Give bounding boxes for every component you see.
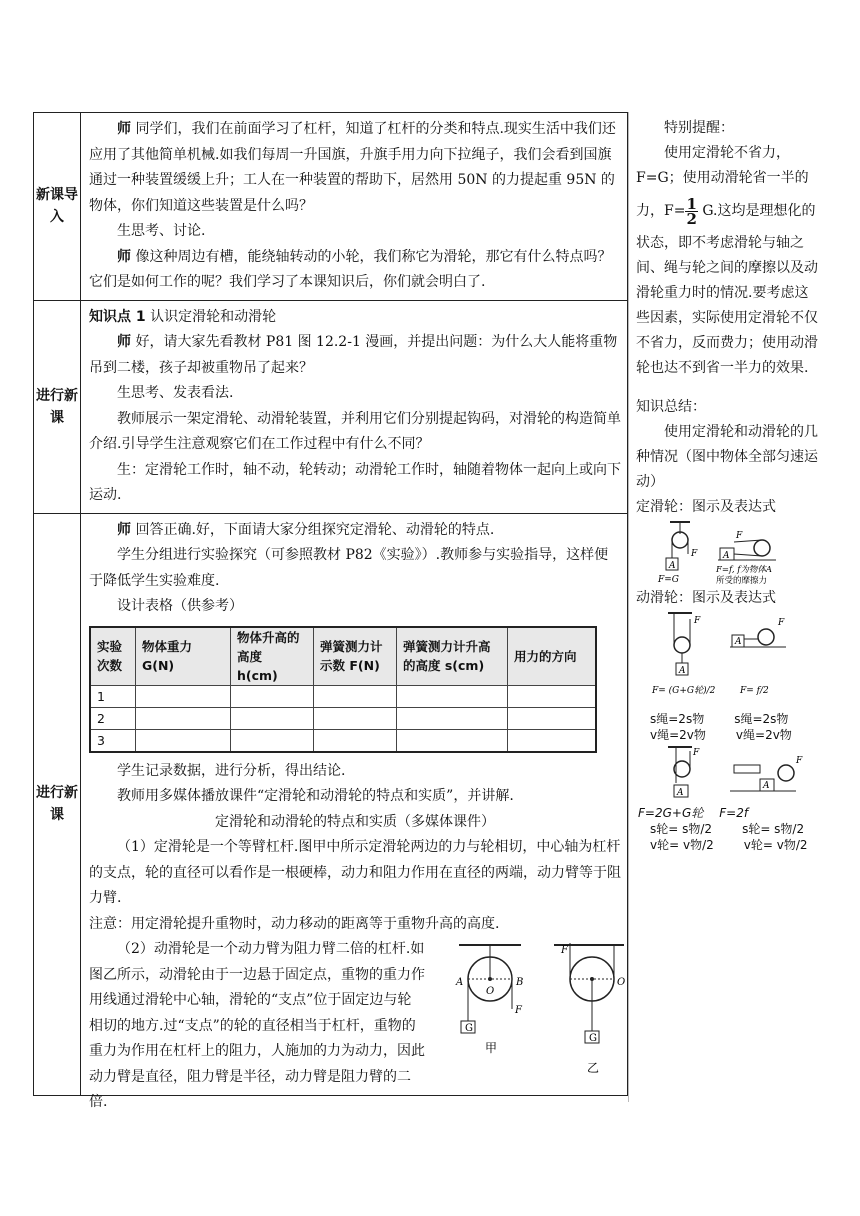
- weight-label: G: [465, 1023, 473, 1034]
- svg-text:F= (G+G轮)/2: F= (G+G轮)/2: [652, 686, 716, 696]
- sidebar-notes: 特别提醒： 使用定滑轮不省力，F=G；使用动滑轮省一半的 力，F= $\frac{1}{2}$ G.这均是理想化的 状态，即不考虑滑轮与轴之间、绳与轮之间的摩擦以及动滑轮重力时的情况.要考虑这些因素，实际使用定滑轮不仅不省力，反而费力；使用动滑轮也达不到省一半力的效果. 知识总结： 使用定滑轮和动滑轮的几种情况（图中物体全部匀速运动） 定滑轮：图示及表达式 A F F=G A F F=f, f为物体A 所受的摩擦力 动滑轮：图示及表达式 A F F= (G+G轮)/2 A F F= f/2 s绳=2s物 s绳=2s物 v绳=2v物 v绳=2v物 A F A F F=2G+G轮 F=2f s轮= s物/2 s轮= s物/2 v轮= v物/2 v轮= v物/2: [636, 116, 822, 853]
- figure-caption: 乙: [587, 1061, 600, 1075]
- svg-text:A: A: [723, 551, 730, 561]
- svg-text:F: F: [736, 531, 743, 541]
- pulley-figure-jia-yi: [439, 939, 639, 1079]
- fixed-pulley-title: 定滑轮：图示及表达式: [636, 499, 776, 515]
- lesson-table: [33, 112, 628, 1110]
- point-label: O: [486, 986, 495, 997]
- svg-text:F: F: [691, 549, 698, 559]
- fixed-pulley-diagrams: [636, 520, 816, 586]
- summary-title: 知识总结：: [636, 399, 706, 415]
- svg-text:A: A: [763, 781, 770, 791]
- svg-text:A: A: [679, 666, 686, 676]
- svg-text:A: A: [669, 561, 676, 571]
- experiment-cell: 师 回答正确.好，下面请大家分组探究定滑轮、动滑轮的特点. 学生分组进行实验探究（可参照教材 P82《实验》）.教师参与实验指导，这样便于降低学生实验难度. 设计表格（供参考） 实验次数 物体重力 G(N) 物体升高的高度 h(cm) 弹簧测力计示数 F(N) 弹簧测力计升高的高度 s(cm) 用力的方向 1 2 3 学生记录数据，进行分析，得出结论. 教师用多媒体播放课件“定滑轮和动滑轮的特点和实质”，并讲解. 定滑轮和动滑轮的特点和实质（多媒体课件） （1）定滑轮是一个等臂杠杆.图甲中所示定滑轮两边的力与轮相切，中心轴为杠杆的支点，轮的直径可以看作是一根硬棒，动力和阻力作用在直径的两端，动力臂等于阻力臂. 注意：用定滑轮提升重物时，动力移动的距离等于重物升高的高度. （2）动滑轮是一个动力臂为阻力臂二倍的杠杆.如图乙所示，动滑轮由于一边悬于固定点，重物的重力作用线通过滑轮中心轴，滑轮的“支点”位于固定边与轮相切的地方.过“支点”的轮的直径相当于杠杆，重物的重力为作用在杠杆上的阻力，人施加的力为动力，因此动力臂是直径，阻力臂是半径，动力臂是阻力臂的二倍. G A B O F 甲 G F O 乙: [81, 513, 628, 1096]
- row-label-intro: 新课导入: [34, 113, 81, 301]
- movable-pulley-diagrams-b: [636, 743, 816, 805]
- svg-text:F: F: [693, 748, 700, 758]
- knowledge-point-cell: 知识点 1 认识定滑轮和动滑轮 师 好，请大家先看教材 P81 图 12.2-1 漫画，并提出问题：为什么大人能将重物吊到二楼，孩子却被重物吊了起来？ 生思考、发表看法. 教师展示一架定滑轮、动滑轮装置，并利用它们分别提起钩码，对滑轮的构造简单介绍.引导学生注意观察它们在工作过程中有什么不同？ 生：定滑轮工作时，轴不动，轮转动；动滑轮工作时，轴随着物体一起向上或向下运动.: [81, 300, 628, 513]
- row-label-new-2: 进行新课: [34, 513, 81, 1096]
- col-header: 弹簧测力计示数 F(N): [314, 627, 397, 686]
- movable-pulley-diagrams-a: [636, 611, 816, 711]
- point-label: B: [516, 977, 524, 988]
- figure-caption: 甲: [485, 1041, 498, 1055]
- svg-text:F: F: [796, 756, 803, 766]
- col-header: 实验次数: [90, 627, 136, 686]
- movable-pulley-title: 动滑轮：图示及表达式: [636, 590, 776, 606]
- svg-text:A: A: [677, 788, 684, 798]
- table-row: 1: [90, 685, 596, 707]
- fraction-half: $\frac{1}{2}$: [686, 194, 697, 228]
- svg-text:F: F: [694, 616, 701, 626]
- table-row: 3: [90, 729, 596, 752]
- col-header: 物体升高的高度 h(cm): [231, 627, 314, 686]
- svg-text:F=G: F=G: [658, 575, 679, 585]
- point-label: O: [617, 977, 626, 988]
- col-header: 用力的方向: [508, 627, 597, 686]
- weight-label: G: [589, 1033, 597, 1044]
- force-label: F: [561, 945, 568, 956]
- svg-text:F=f, f为物体A: F=f, f为物体A: [716, 565, 773, 575]
- svg-text:F: F: [778, 618, 785, 628]
- knowledge-heading: 知识点 1 认识定滑轮和动滑轮: [89, 308, 277, 325]
- col-header: 弹簧测力计升高的高度 s(cm): [397, 627, 508, 686]
- experiment-table: [89, 626, 597, 753]
- row-label-new-1: 进行新课: [34, 300, 81, 513]
- courseware-title: 定滑轮和动滑轮的特点和实质（多媒体课件）: [215, 813, 495, 830]
- tip-title: 特别提醒：: [664, 120, 734, 136]
- point-label: A: [456, 977, 464, 988]
- svg-text:F= f/2: F= f/2: [740, 686, 769, 696]
- intro-cell: 师 同学们，我们在前面学习了杠杆，知道了杠杆的分类和特点.现实生活中我们还应用了其他简单机械.如我们每周一升国旗，升旗手用力向下拉绳子，我们会看到国旗通过一种装置缓缓上升；工人在一种装置的帮助下，居然用 50N 的力提起重 95N 的物体，你们知道这些装置是什么吗？ 生思考、讨论. 师 像这种周边有槽，能绕轴转动的小轮，我们称它为滑轮，那它有什么特点吗？它们是如何工作的呢？我们学习了本课知识后，你们就会明白了.: [81, 113, 628, 301]
- table-row: 2: [90, 707, 596, 729]
- svg-text:所受的摩擦力: 所受的摩擦力: [716, 576, 768, 586]
- force-label: F: [515, 1005, 522, 1016]
- col-header: 物体重力 G(N): [136, 627, 231, 686]
- svg-text:A: A: [735, 637, 742, 647]
